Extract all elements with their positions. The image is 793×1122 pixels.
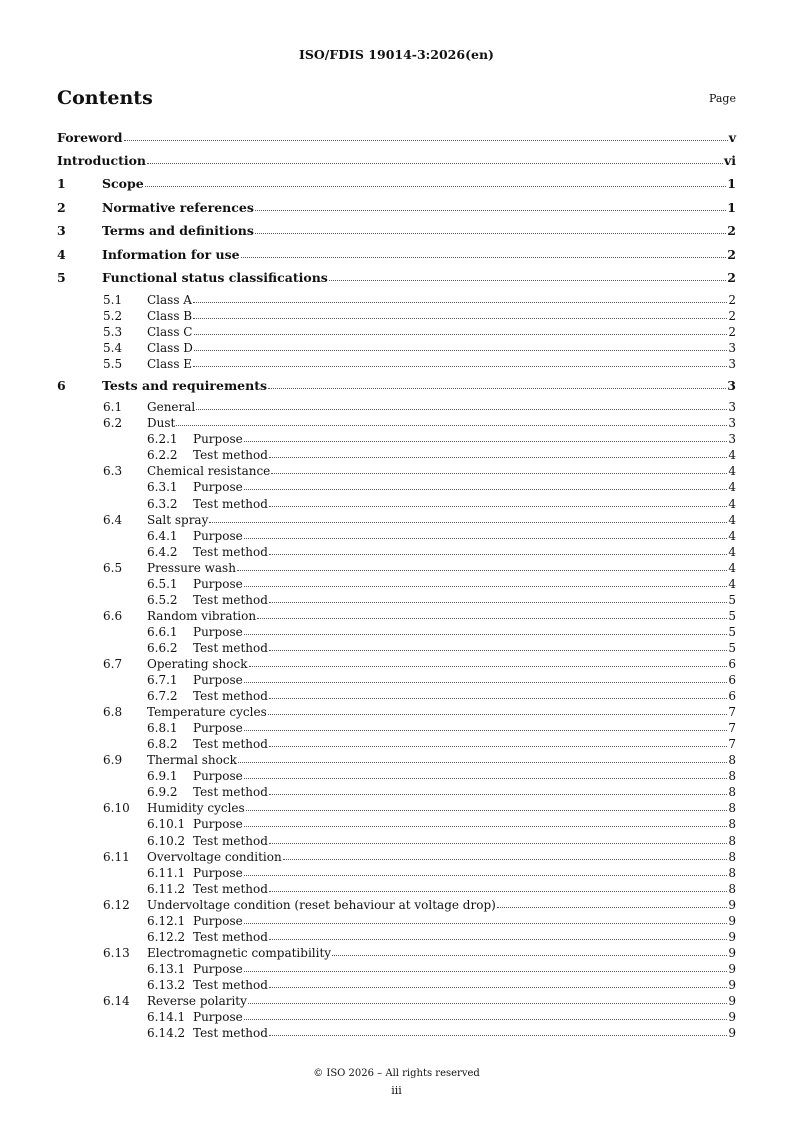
toc-entry-title: Purpose — [193, 528, 243, 543]
toc-entry[interactable] — [57, 993, 736, 1009]
toc-entry-number: 6.7.2 — [147, 689, 178, 704]
toc-entry[interactable] — [57, 688, 736, 704]
dot-leader — [269, 650, 727, 651]
dot-leader — [269, 987, 727, 988]
toc-entry[interactable] — [57, 512, 736, 528]
toc-entry[interactable] — [57, 640, 736, 656]
toc-entry-title: Purpose — [193, 432, 243, 447]
toc-entry-number: 6.8 — [103, 705, 123, 720]
toc-entry-number: 6.12.1 — [147, 913, 186, 928]
toc-entry[interactable] — [57, 849, 736, 865]
dot-leader — [193, 302, 727, 303]
toc-entry-title: General — [147, 400, 196, 415]
toc-entry[interactable] — [57, 356, 736, 372]
dot-leader — [176, 425, 727, 426]
toc-entry-number: 6.2.2 — [147, 448, 178, 463]
dot-leader — [257, 618, 727, 619]
toc-entry-title: Purpose — [193, 913, 243, 928]
toc-entry[interactable] — [57, 576, 736, 592]
toc-entry-number: 6.12.2 — [147, 929, 186, 944]
page-title: Contents — [57, 87, 153, 109]
dot-leader — [244, 875, 728, 876]
toc-entry-title: Purpose — [193, 865, 243, 880]
toc-entry-number: 6.14 — [103, 993, 130, 1008]
toc-entry-number: 6.12 — [103, 897, 130, 912]
toc-entry-title: Thermal shock — [147, 753, 237, 768]
toc-entry-title: Humidity cycles — [147, 801, 245, 816]
toc-entry-number: 5.1 — [103, 292, 123, 307]
toc-entry-title: Purpose — [193, 961, 243, 976]
toc-entry-page: 8 — [728, 753, 736, 768]
toc-entry-page: 8 — [728, 801, 736, 816]
toc-entry-title: Purpose — [193, 480, 243, 495]
toc-entry[interactable] — [57, 496, 736, 512]
toc-entry-number: 6.11.2 — [147, 881, 186, 896]
toc-entry-title: Class A — [147, 292, 192, 307]
toc-entry-page: 9 — [728, 993, 736, 1008]
dot-leader — [147, 163, 723, 164]
toc-entry-title: Test method — [193, 977, 268, 992]
toc-entry-page: 7 — [728, 737, 736, 752]
toc-entry-title: Class B — [147, 308, 193, 323]
toc-entry-number: 6.10 — [103, 801, 130, 816]
dot-leader — [269, 457, 727, 458]
toc-entry-page: 3 — [728, 400, 736, 415]
toc-entry-number: 5.2 — [103, 308, 123, 323]
dot-leader — [244, 441, 728, 442]
toc-entry-page: 7 — [728, 705, 736, 720]
toc-entry[interactable] — [57, 447, 736, 463]
dot-leader — [244, 682, 728, 683]
toc-entry-number: 6.13.1 — [147, 961, 186, 976]
dot-leader — [269, 794, 727, 795]
toc-entry-title: Test method — [193, 448, 268, 463]
toc-entry-title: Operating shock — [147, 656, 248, 671]
toc-entry[interactable] — [57, 324, 736, 340]
toc-entry-page: 4 — [728, 496, 736, 511]
toc-entry-page: 4 — [728, 480, 736, 495]
toc-entry-page: 5 — [728, 592, 736, 607]
toc-entry-title: Salt spray — [147, 512, 209, 527]
toc-entry-number: 6.4.1 — [147, 528, 178, 543]
toc-entry[interactable] — [57, 704, 736, 720]
toc-entry[interactable] — [57, 608, 736, 624]
toc-entry-page: 3 — [728, 432, 736, 447]
toc-entry-number: 6.8.1 — [147, 721, 178, 736]
toc-entry[interactable] — [57, 624, 736, 640]
toc-entry-number: 6.10.1 — [147, 817, 186, 832]
toc-entry[interactable] — [57, 198, 736, 222]
toc-entry-title: Terms and definitions — [102, 223, 254, 238]
toc-entry-number: 6.3 — [103, 464, 123, 479]
dot-leader — [209, 522, 727, 523]
toc-entry[interactable] — [57, 1025, 736, 1041]
dot-leader — [244, 923, 728, 924]
toc-entry-page: 4 — [728, 448, 736, 463]
toc-entry-number: 6.6.2 — [147, 640, 178, 655]
toc-entry-title: Test method — [193, 737, 268, 752]
toc-entry[interactable] — [57, 961, 736, 977]
toc-entry-title: Temperature cycles — [147, 705, 267, 720]
dot-leader — [193, 366, 727, 367]
toc-entry-number: 6.9.1 — [147, 769, 178, 784]
toc-entry-title: Test method — [193, 929, 268, 944]
toc-entry[interactable] — [57, 672, 736, 688]
toc-entry-title: Chemical resistance — [147, 464, 271, 479]
toc-entry[interactable] — [57, 736, 736, 752]
toc-entry-page: 9 — [728, 897, 736, 912]
toc-entry-title: Normative references — [102, 199, 254, 215]
toc-entry-page: 9 — [728, 961, 736, 976]
toc-entry-page: 2 — [728, 324, 736, 339]
toc-entry[interactable] — [57, 865, 736, 881]
toc-entry-page: 6 — [728, 673, 736, 688]
toc-entry-title: Purpose — [193, 817, 243, 832]
toc-entry-title: Purpose — [193, 1010, 243, 1025]
toc-entry[interactable] — [57, 340, 736, 356]
toc-entry-number: 6.5.2 — [147, 592, 178, 607]
dot-leader — [244, 586, 728, 587]
toc-entry[interactable] — [57, 816, 736, 832]
table-of-contents — [57, 128, 736, 1041]
toc-entry-page: 9 — [728, 913, 736, 928]
dot-leader — [249, 666, 728, 667]
dot-leader — [244, 489, 728, 490]
toc-entry-title: Reverse polarity — [147, 993, 247, 1008]
toc-entry[interactable] — [57, 897, 736, 913]
toc-entry-page: 8 — [728, 833, 736, 848]
toc-entry-number: 6.11 — [103, 849, 130, 864]
toc-entry-page: v — [728, 130, 736, 145]
dot-leader — [248, 1003, 727, 1004]
dot-leader — [283, 859, 728, 860]
toc-entry[interactable] — [57, 292, 736, 308]
toc-entry-number: 6.4.2 — [147, 544, 178, 559]
toc-entry-page: 9 — [728, 977, 736, 992]
dot-leader — [124, 140, 728, 141]
toc-entry[interactable] — [57, 720, 736, 736]
toc-entry[interactable] — [57, 977, 736, 993]
toc-entry-title: Class D — [147, 340, 193, 355]
toc-entry-number: 6.9 — [103, 753, 123, 768]
toc-entry[interactable] — [57, 833, 736, 849]
toc-entry-page: 3 — [728, 340, 736, 355]
toc-entry-page: 6 — [728, 656, 736, 671]
toc-entry-page: 4 — [728, 512, 736, 527]
toc-entry[interactable] — [57, 560, 736, 576]
toc-entry-page: 1 — [727, 199, 736, 215]
toc-entry-number: 5.4 — [103, 340, 123, 355]
dot-leader — [238, 762, 728, 763]
toc-entry-number: 6.2 — [103, 416, 123, 431]
toc-entry-title: Class E — [147, 356, 193, 371]
toc-entry-page: 8 — [728, 817, 736, 832]
toc-entry-title: Undervoltage condition (reset behaviour at voltage drop) — [147, 897, 496, 912]
toc-entry-number: 6.13 — [103, 945, 130, 960]
copyright-notice: © ISO 2026 – All rights reserved — [313, 1068, 480, 1079]
dot-leader — [269, 602, 727, 603]
toc-entry-number: 6.1 — [103, 400, 123, 415]
toc-entry[interactable] — [57, 128, 736, 151]
toc-entry-page: vi — [723, 153, 736, 168]
page-column-label: Page — [708, 92, 736, 105]
toc-entry-page: 3 — [728, 416, 736, 431]
toc-entry[interactable] — [57, 479, 736, 495]
toc-entry-number: 6.5 — [103, 560, 123, 575]
dot-leader — [268, 388, 726, 389]
toc-entry[interactable] — [57, 308, 736, 324]
document-id-header: ISO/FDIS 19014-3:2026(en) — [299, 47, 494, 62]
toc-entry-title: Electromagnetic compatibility — [147, 945, 332, 960]
toc-entry-number: 6.14.1 — [147, 1010, 186, 1025]
toc-entry-number: 2 — [57, 199, 66, 215]
toc-entry-title: Test method — [193, 544, 268, 559]
toc-entry[interactable] — [57, 221, 736, 245]
toc-entry-number: 5.5 — [103, 356, 123, 371]
toc-entry[interactable] — [57, 245, 736, 269]
toc-entry-page: 5 — [728, 608, 736, 623]
toc-entry-title: Test method — [193, 592, 268, 607]
toc-entry-page: 4 — [728, 544, 736, 559]
toc-entry-number: 5 — [57, 270, 66, 285]
toc-entry-page: 8 — [728, 785, 736, 800]
toc-entry-page: 8 — [728, 881, 736, 896]
toc-entry-title: Scope — [102, 176, 144, 191]
toc-entry-number: 6.5.1 — [147, 576, 178, 591]
toc-entry-title: Overvoltage condition — [147, 849, 282, 864]
dot-leader — [244, 730, 728, 731]
toc-entry-title: Tests and requirements — [102, 377, 268, 393]
toc-entry[interactable] — [57, 544, 736, 560]
toc-entry-page: 9 — [728, 1010, 736, 1025]
toc-entry-page: 6 — [728, 689, 736, 704]
toc-entry-page: 9 — [728, 929, 736, 944]
dot-leader — [194, 334, 728, 335]
toc-entry-page: 2 — [728, 308, 736, 323]
toc-entry-number: 6.6.1 — [147, 624, 178, 639]
dot-leader — [246, 810, 728, 811]
dot-leader — [255, 210, 726, 211]
toc-entry-title: Purpose — [193, 721, 243, 736]
dot-leader — [497, 907, 728, 908]
toc-entry[interactable] — [57, 151, 736, 174]
dot-leader — [269, 939, 727, 940]
toc-entry-page: 1 — [727, 176, 736, 191]
toc-entry-title: Test method — [193, 689, 268, 704]
toc-entry-page: 8 — [728, 769, 736, 784]
toc-entry[interactable] — [57, 1009, 736, 1025]
dot-leader — [269, 843, 727, 844]
toc-entry-title: Test method — [193, 881, 268, 896]
toc-entry-title: Test method — [193, 496, 268, 511]
toc-entry-page: 7 — [728, 721, 736, 736]
toc-entry[interactable] — [57, 784, 736, 800]
dot-leader — [269, 1035, 727, 1036]
dot-leader — [269, 746, 727, 747]
dot-leader — [332, 955, 727, 956]
dot-leader — [244, 778, 728, 779]
toc-entry-title: Test method — [193, 785, 268, 800]
toc-entry-number: 6.10.2 — [147, 833, 186, 848]
dot-leader — [269, 891, 727, 892]
toc-entry[interactable] — [57, 800, 736, 816]
toc-entry[interactable] — [57, 656, 736, 672]
toc-entry-page: 2 — [727, 223, 736, 238]
dot-leader — [269, 698, 727, 699]
toc-entry-title: Test method — [193, 1026, 268, 1041]
toc-entry-title: Test method — [193, 640, 268, 655]
toc-entry[interactable] — [57, 752, 736, 768]
toc-entry-page: 2 — [728, 292, 736, 307]
toc-entry-page: 9 — [728, 1026, 736, 1041]
toc-entry[interactable] — [57, 376, 736, 400]
toc-entry[interactable] — [57, 768, 736, 784]
dot-leader — [269, 506, 727, 507]
dot-leader — [244, 634, 728, 635]
toc-entry[interactable] — [57, 399, 736, 415]
dot-leader — [244, 971, 728, 972]
toc-entry-page: 3 — [728, 356, 736, 371]
toc-entry-title: Information for use — [102, 246, 240, 262]
toc-entry[interactable] — [57, 913, 736, 929]
toc-entry-title: Random vibration — [147, 608, 257, 623]
toc-entry-page: 5 — [728, 640, 736, 655]
dot-leader — [244, 826, 728, 827]
toc-entry-number: 6.11.1 — [147, 865, 186, 880]
toc-entry-number: 6.14.2 — [147, 1026, 186, 1041]
toc-entry[interactable] — [57, 528, 736, 544]
dot-leader — [329, 280, 726, 281]
toc-entry[interactable] — [57, 929, 736, 945]
toc-entry[interactable] — [57, 463, 736, 479]
toc-entry-number: 6.7.1 — [147, 673, 178, 688]
dot-leader — [255, 233, 726, 234]
dot-leader — [269, 554, 727, 555]
toc-entry-title: Class C — [147, 324, 193, 339]
toc-entry[interactable] — [57, 431, 736, 447]
toc-entry-page: 2 — [727, 246, 736, 262]
toc-entry-number: 6.4 — [103, 512, 123, 527]
toc-entry-number: 6.2.1 — [147, 432, 178, 447]
toc-entry-title: Purpose — [193, 769, 243, 784]
toc-entry-title: Dust — [147, 416, 176, 431]
toc-entry[interactable] — [57, 268, 736, 292]
toc-entry[interactable] — [57, 592, 736, 608]
toc-entry-title: Functional status classifications — [102, 270, 328, 285]
dot-leader — [241, 257, 727, 258]
toc-entry-title: Pressure wash — [147, 560, 236, 575]
toc-entry-number: 6.3.2 — [147, 496, 178, 511]
toc-entry-title: Purpose — [193, 576, 243, 591]
toc-entry[interactable] — [57, 881, 736, 897]
toc-entry-number: 6.8.2 — [147, 737, 178, 752]
toc-entry-number: 6.7 — [103, 656, 123, 671]
dot-leader — [194, 350, 727, 351]
dot-leader — [268, 714, 728, 715]
toc-entry-title: Purpose — [193, 624, 243, 639]
toc-entry-number: 4 — [57, 246, 66, 262]
toc-entry-page: 3 — [727, 377, 736, 393]
toc-entry-number: 6.6 — [103, 608, 123, 623]
dot-leader — [193, 318, 727, 319]
toc-entry-number: 6 — [57, 377, 66, 393]
toc-entry-number: 6.13.2 — [147, 977, 186, 992]
dot-leader — [237, 570, 727, 571]
dot-leader — [145, 186, 727, 187]
toc-entry-title: Introduction — [57, 153, 147, 168]
toc-entry-number: 6.9.2 — [147, 785, 178, 800]
toc-entry-page: 9 — [728, 945, 736, 960]
toc-entry-page: 4 — [728, 560, 736, 575]
toc-entry-title: Purpose — [193, 673, 243, 688]
toc-entry-title: Test method — [193, 833, 268, 848]
toc-entry-number: 5.3 — [103, 324, 123, 339]
toc-entry-page: 8 — [728, 865, 736, 880]
toc-entry-title: Foreword — [57, 130, 123, 145]
toc-entry-page: 8 — [728, 849, 736, 864]
toc-entry-page: 4 — [728, 576, 736, 591]
toc-entry-page: 4 — [728, 528, 736, 543]
toc-entry-page: 2 — [727, 270, 736, 285]
toc-entry[interactable] — [57, 174, 736, 198]
toc-entry-number: 1 — [57, 176, 66, 191]
toc-entry-number: 3 — [57, 223, 66, 238]
toc-entry-page: 5 — [728, 624, 736, 639]
page-number: iii — [391, 1084, 402, 1097]
dot-leader — [244, 1019, 728, 1020]
dot-leader — [244, 538, 728, 539]
toc-entry[interactable] — [57, 415, 736, 431]
dot-leader — [196, 409, 727, 410]
toc-entry[interactable] — [57, 945, 736, 961]
toc-entry-page: 4 — [728, 464, 736, 479]
dot-leader — [271, 473, 727, 474]
toc-entry-number: 6.3.1 — [147, 480, 178, 495]
